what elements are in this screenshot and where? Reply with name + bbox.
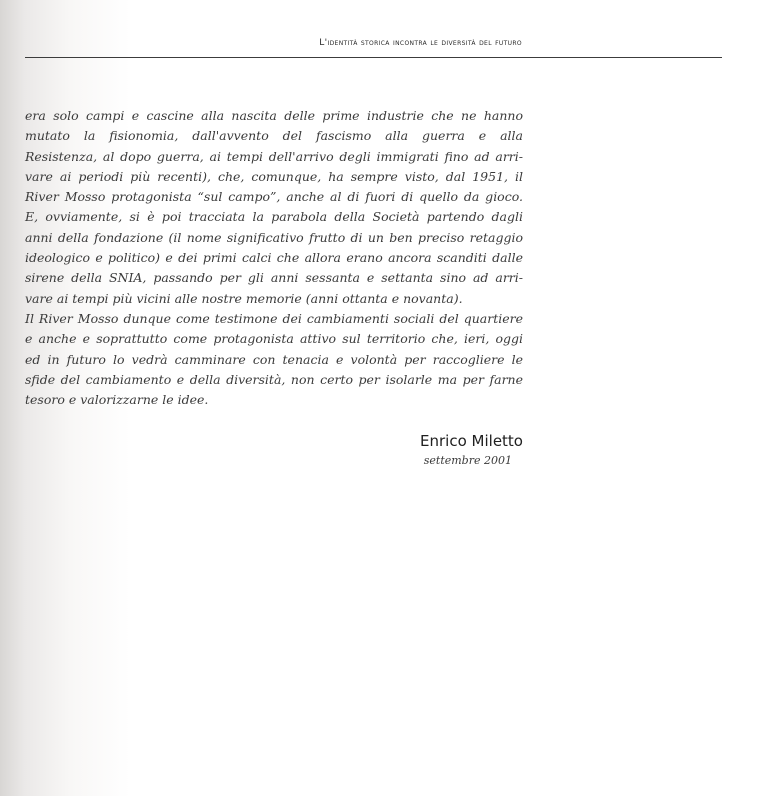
text-line: River Mosso protagonista “sul campo”, anche al di fuori di quello da gioco. xyxy=(25,189,523,205)
header-rule xyxy=(25,57,722,58)
text-line: sfide del cambiamento e della diversità, non certo per isolarle ma per farne xyxy=(25,371,523,387)
text-line: E, ovviamente, si è poi tracciata la parabola della Società partendo dagli xyxy=(25,209,523,225)
text-line: era solo campi e cascine alla nascita delle prime industrie che ne hanno xyxy=(25,108,523,123)
running-header: L'identità storica incontra le diversità del futuro xyxy=(319,38,522,48)
body-paragraphs xyxy=(25,106,523,410)
text-line: Resistenza, al dopo guerra, ai tempi dell'arrivo degli immigrati fino ad arri- xyxy=(25,148,523,164)
text-line: Il River Mosso dunque come testimone dei cambiamenti sociali del quartiere xyxy=(25,310,523,326)
text-line: anni della fondazione (il nome significativo frutto di un ben preciso retaggio xyxy=(25,229,523,245)
text-line: sirene della SNIA, passando per gli anni sessanta e settanta sino ad arri- xyxy=(25,270,523,286)
text-line: tesoro e valorizzarne le idee. xyxy=(25,392,209,408)
author-signature: Enrico Miletto xyxy=(420,432,523,450)
text-line: ed in futuro lo vedrà camminare con tenacia e volontà per raccogliere le xyxy=(25,351,523,367)
text-line: vare ai periodi più recenti), che, comunque, ha sempre visto, dal 1951, il xyxy=(25,168,523,184)
text-line: mutato la fisionomia, dall'avvento del fascismo alla guerra e alla xyxy=(25,128,523,144)
text-line: vare ai tempi più vicini alle nostre memorie (anni ottanta e novanta). xyxy=(25,290,463,306)
text-line: e anche e soprattutto come protagonista attivo sul territorio che, ieri, oggi xyxy=(25,331,523,347)
text-line: ideologico e politico) e dei primi calci che allora erano ancora scanditi dalle xyxy=(25,250,523,266)
signature-date: settembre 2001 xyxy=(423,454,512,467)
